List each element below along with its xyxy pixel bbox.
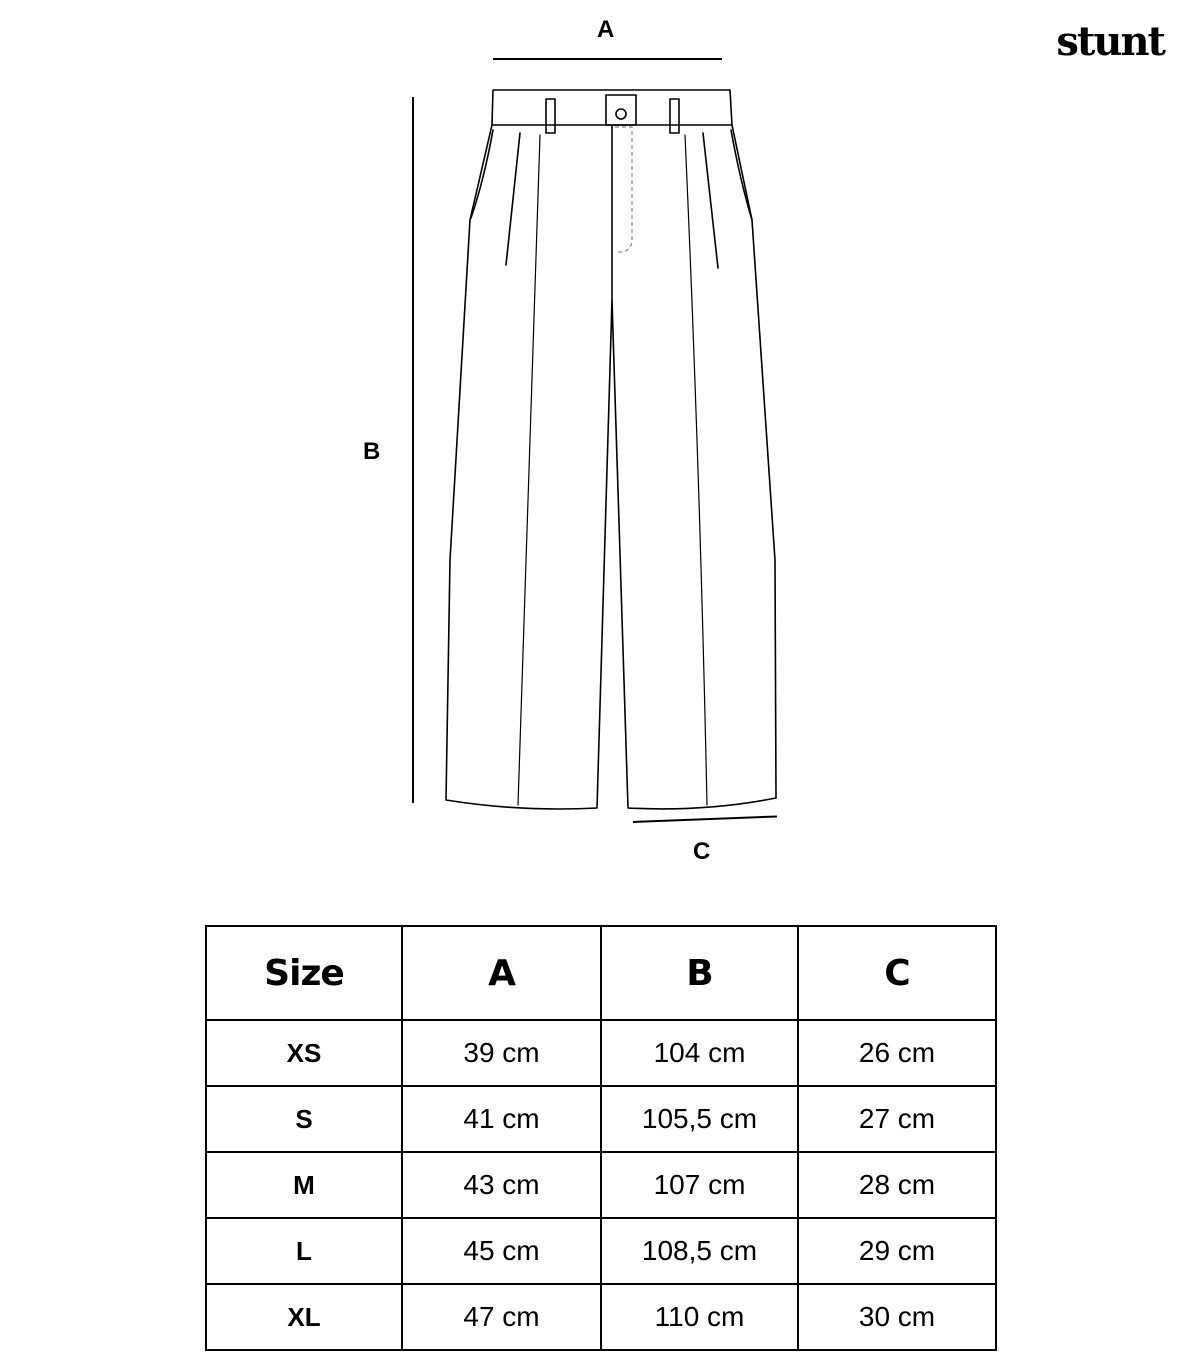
table-header-row [206, 926, 996, 1020]
measure-a-cell: 43 cm [402, 1152, 601, 1218]
button-icon [616, 109, 626, 119]
dimension-label-c: C [693, 838, 711, 865]
crease-left [518, 135, 540, 805]
measure-b-cell: 110 cm [601, 1284, 798, 1350]
pleat-right [703, 133, 718, 268]
measure-c-cell: 30 cm [798, 1284, 996, 1350]
header-c: C [798, 926, 996, 1020]
measure-a-cell: 39 cm [402, 1020, 601, 1086]
table-row [206, 1284, 996, 1350]
table-row [206, 1020, 996, 1086]
measure-b-cell: 107 cm [601, 1152, 798, 1218]
measure-b-cell: 108,5 cm [601, 1218, 798, 1284]
dimension-label-b: B [363, 438, 381, 465]
dimension-line-b [412, 97, 414, 803]
header-b: B [601, 926, 798, 1020]
belt-loop-left [546, 99, 555, 133]
measure-a-cell: 45 cm [402, 1218, 601, 1284]
table-row [206, 1218, 996, 1284]
size-cell: M [206, 1152, 402, 1218]
pleat-left [506, 133, 520, 265]
table-row [206, 1086, 996, 1152]
size-cell: XS [206, 1020, 402, 1086]
measure-c-cell: 28 cm [798, 1152, 996, 1218]
belt-loop-right [670, 99, 679, 133]
measure-c-cell: 27 cm [798, 1086, 996, 1152]
trousers-outline [446, 125, 776, 809]
size-cell: XL [206, 1284, 402, 1350]
measure-c-cell: 26 cm [798, 1020, 996, 1086]
fly-stitching [615, 127, 632, 252]
dimension-label-a: A [597, 16, 615, 43]
size-cell: S [206, 1086, 402, 1152]
size-cell: L [206, 1218, 402, 1284]
measure-b-cell: 104 cm [601, 1020, 798, 1086]
measure-a-cell: 41 cm [402, 1086, 601, 1152]
brand-logo: stunt [1056, 18, 1164, 65]
waistband-tab [606, 95, 636, 125]
table-row [206, 1152, 996, 1218]
dimension-line-a [493, 58, 722, 60]
measure-b-cell: 105,5 cm [601, 1086, 798, 1152]
size-chart-table [205, 925, 997, 1351]
header-size: Size [206, 926, 402, 1020]
crease-right [685, 135, 707, 805]
trousers-illustration [430, 80, 790, 820]
measure-a-cell: 47 cm [402, 1284, 601, 1350]
measure-c-cell: 29 cm [798, 1218, 996, 1284]
header-a: A [402, 926, 601, 1020]
pocket-right [731, 130, 752, 220]
